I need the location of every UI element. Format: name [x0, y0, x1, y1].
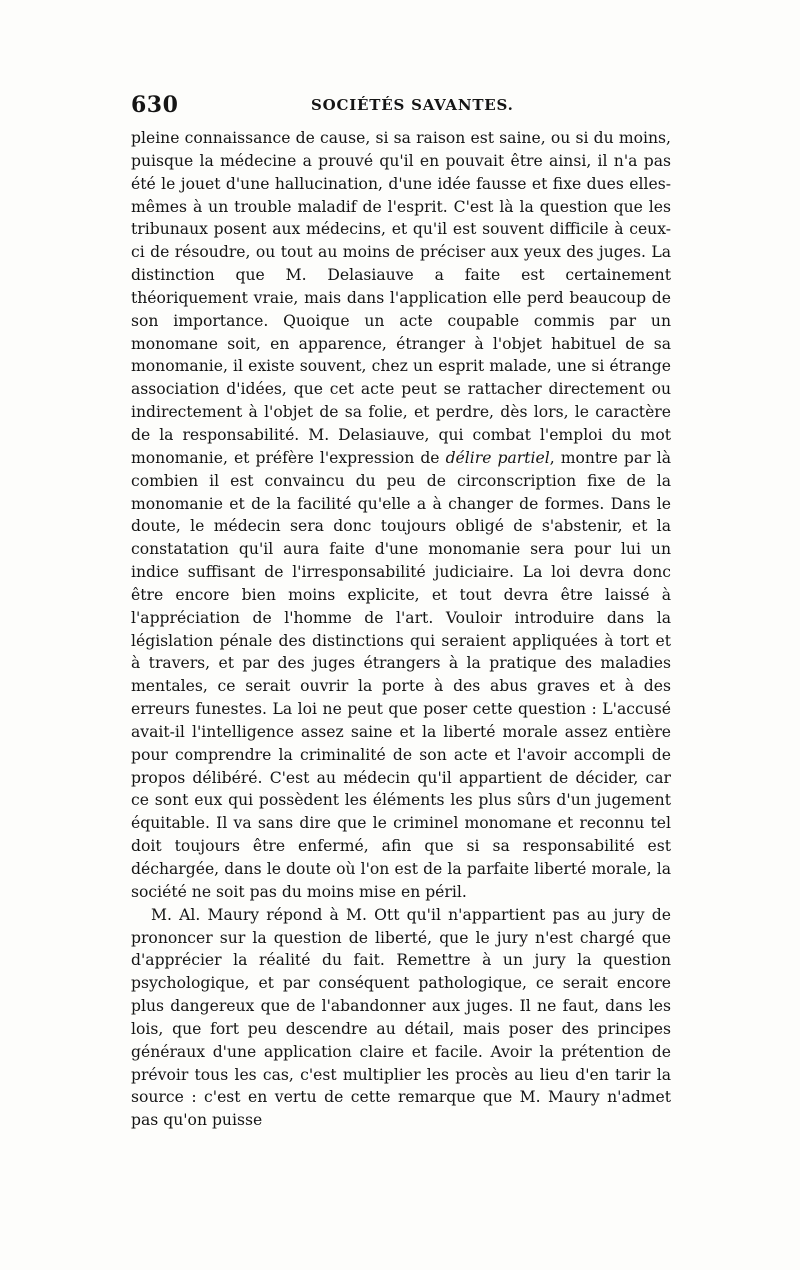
text-run: , montre par là combien il est convaincu du peu de circonscription fixe de la monomanie et de la facilité qu'elle a à changer de formes. Dans le doute, le médecin sera donc toujours obligé de s'abstenir, et la constatation qu'il aura faite d'une monomanie sera pour lui un indice suffisant de l'irresponsabilité judiciaire. La loi devra donc être encore bien moins explicite, et tout devra être laissé à l'appréciation de l'homme de l'art. Vouloir introduire dans la législation pénale des distinctions qui seraient appliquées à tort et à travers, et par des juges étrangers à la pratique des maladies mentales, ce serait ouvrir la porte à des abus graves et à des erreurs funestes. La loi ne peut que poser cette question : L'accusé avait-il l'intelligence assez saine et la liberté morale assez entière pour comprendre la criminalité de son acte et l'avoir accompli de propos délibéré. C'est au médecin qu'il appartient de décider, car ce sont eux qui possèdent les éléments les plus sûrs d'un jugement équitable. Il va sans dire que le criminel monomane et reconnu tel doit toujours être enfermé, afin que si sa responsabilité est déchargée, dans le doute où l'on est de la parfaite liberté morale, la société ne soit pas du moins mise en péril.: [131, 448, 671, 901]
page-header: [131, 92, 671, 122]
paragraph-2: [131, 904, 671, 1132]
italic-term: délire partiel: [445, 448, 550, 467]
text-run: pleine connaissance de cause, si sa raison est saine, ou si du moins, puisque la médecine a prouvé qu'il en pouvait être ainsi, il n'a pas été le jouet d'une hallucination, d'une idée fausse et fixe dues elles-mêmes à un trouble maladif de l'esprit. C'est là la question que les tribunaux posent aux médecins, et qu'il est souvent difficile à ceux-ci de résoudre, ou tout au moins de préciser aux yeux des juges. La distinction que M. Delasiauve a faite est certainement théoriquement vraie, mais dans l'application elle perd beaucoup de son importance. Quoique un acte coupable commis par un monomane soit, en apparence, étranger à l'objet habituel de sa monomanie, il existe souvent, chez un esprit malade, une si étrange association d'idées, que cet acte peut se rattacher directement ou indirectement à l'objet de sa folie, et perdre, dès lors, le caractère de la responsabilité. M. Delasiauve, qui combat l'emploi du mot monomanie, et préfère l'expression de: [131, 129, 671, 467]
paragraph-1: [131, 127, 671, 904]
body-text: [131, 127, 671, 1132]
running-title: SOCIÉTÉS SAVANTES.: [311, 96, 514, 114]
text-run: M. Al. Maury répond à M. Ott qu'il n'appartient pas au jury de prononcer sur la question de liberté, que le jury n'est chargé que d'apprécier la réalité du fait. Remettre à un jury la question psychologique, et par conséquent pathologique, ce serait encore plus dangereux que de l'abandonner aux juges. Il ne faut, dans les lois, que fort peu descendre au détail, mais poser des principes généraux d'une application claire et facile. Avoir la prétention de prévoir tous les cas, c'est multiplier les procès au lieu d'en tarir la source : c'est en vertu de cette remarque que M. Maury n'admet pas qu'on puisse: [131, 905, 671, 1130]
page-number: 630: [131, 92, 179, 118]
